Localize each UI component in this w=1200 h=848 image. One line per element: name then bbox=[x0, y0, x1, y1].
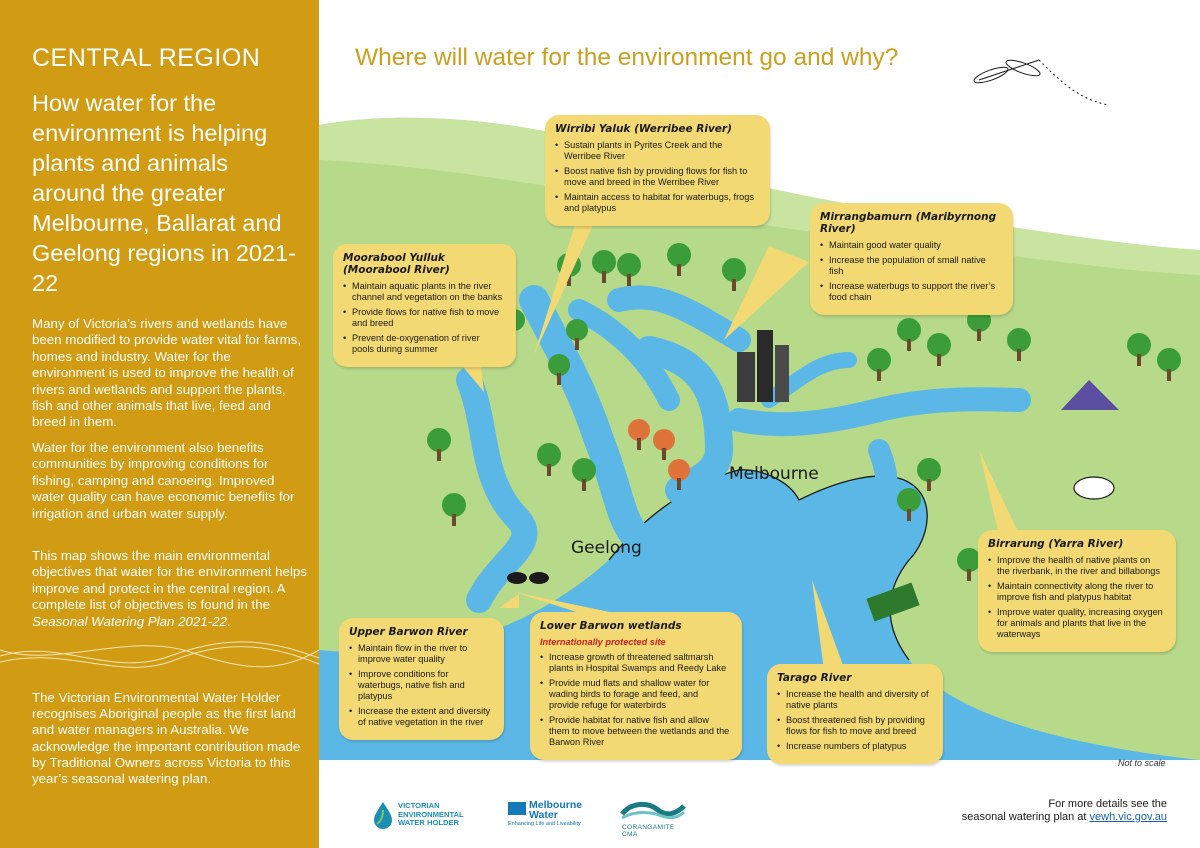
page-heading: How water for the environment is helping plants and animals around the greater Melbourne, Ballarat and Geelong regions in 2021-22 bbox=[32, 90, 296, 296]
objective-item: • Provide habitat for native fish and allow them to move between the wetlands and the Barwon River bbox=[540, 715, 730, 748]
callout-title: Upper Barwon River bbox=[349, 626, 468, 638]
footer-line-2 bbox=[962, 811, 1167, 824]
callout-title: Mirrangbamurn (Maribyrnong River) bbox=[820, 211, 997, 235]
cow bbox=[1074, 477, 1114, 499]
dragonfly-icon bbox=[972, 57, 1109, 105]
website-link[interactable]: vewh.vic.gov.au bbox=[1089, 811, 1167, 823]
melbourne-water-mark-icon bbox=[508, 802, 526, 815]
objective-item: • Improve the health of native plants on the riverbank, in the river and billabongs bbox=[988, 555, 1164, 577]
corangamite-cma-logo bbox=[618, 800, 688, 838]
objective-item: • Prevent de-oxygenation of river pools during summer bbox=[343, 333, 504, 355]
intro-paragraph-3-end: . bbox=[226, 613, 231, 629]
map-label-melbourne: Melbourne bbox=[729, 464, 819, 484]
objective-item: • Provide mud flats and shallow water for wading birds to forage and feed, and provide refuge for waterbirds bbox=[540, 678, 730, 711]
melbourne-water-logo bbox=[508, 800, 588, 830]
objective-item: • Increase the health and diversity of native plants bbox=[777, 689, 931, 711]
callout-werribee-river bbox=[545, 115, 770, 226]
objective-item: • Maintain connectivity along the river to improve fish and platypus habitat bbox=[988, 581, 1164, 603]
intro-paragraph-3-text: This map shows the main environmental objectives that water for the environment helps improve and protect in the central region. A complete list of objectives is found in the bbox=[32, 548, 307, 613]
objective-item: • Maintain aquatic plants in the river channel and vegetation on the banks bbox=[343, 281, 504, 303]
vewh-logo-text: VICTORIAN ENVIRONMENTAL WATER HOLDER bbox=[398, 801, 464, 828]
objective-item: • Maintain good water quality bbox=[820, 240, 1001, 251]
callout-title: Wirribi Yaluk (Werribee River) bbox=[555, 123, 732, 135]
callout-tarago-river bbox=[767, 664, 943, 764]
objective-item: • Increase the extent and diversity of native vegetation in the river bbox=[349, 706, 492, 728]
callout-upper-barwon-river bbox=[339, 618, 504, 740]
map-title: Where will water for the environment go and why? bbox=[355, 44, 899, 71]
callout-title: Birrarung (Yarra River) bbox=[988, 538, 1124, 550]
objective-item: • Improve water quality, increasing oxygen for animals and plants that live in the waterways bbox=[988, 607, 1164, 640]
seasonal-watering-plan-reference: Seasonal Watering Plan 2021-22 bbox=[32, 613, 227, 629]
water-drop-icon bbox=[372, 800, 394, 830]
region-title: CENTRAL REGION bbox=[32, 44, 261, 72]
intro-paragraph-3 bbox=[32, 548, 307, 630]
melbourne-water-logo-text: Melbourne Water bbox=[529, 799, 583, 821]
callout-lower-barwon-wetlands bbox=[530, 612, 742, 760]
intro-paragraph-1: Many of Victoria’s rivers and wetlands have been modified to provide water vital for farms, homes and industry. Water for the environment is used to improve the health of rivers and wetlands and support the plants, fish and other animals that live, feed and breed in them. bbox=[32, 316, 302, 430]
ccma-logo-text: CORANGAMITE CMA bbox=[622, 824, 675, 838]
objective-item: • Increase the population of small native fish bbox=[820, 255, 1001, 277]
map-label-geelong: Geelong bbox=[571, 538, 642, 558]
callout-yarra-river bbox=[978, 530, 1176, 652]
callout-maribyrnong-river bbox=[810, 203, 1013, 315]
objective-item: • Increase growth of threatened saltmarsh plants in Hospital Swamps and Reedy Lake bbox=[540, 652, 730, 674]
footer-line-1: For more details see the bbox=[1048, 798, 1167, 810]
objective-item: • Increase numbers of platypus bbox=[777, 741, 931, 752]
callout-title: Moorabool Yulluk (Moorabool River) bbox=[343, 252, 450, 276]
wave-icon bbox=[618, 800, 688, 822]
objective-item: • Sustain plants in Pyrites Creek and the Werribee River bbox=[555, 140, 758, 162]
aboriginal-acknowledgement: The Victorian Environmental Water Holder recognises Aboriginal people as the first land and water managers in Australia. We acknowledge the important contribution made by Traditional Owners across Victoria to this year’s seasonal watering plan. bbox=[32, 690, 301, 787]
objective-item: • Improve conditions for waterbugs, native fish and platypus bbox=[349, 669, 492, 702]
decorative-swirl bbox=[0, 628, 319, 688]
footer-more-details bbox=[962, 798, 1167, 824]
melbourne-water-tagline: Enhancing Life and Liveability bbox=[508, 821, 581, 827]
objective-item: • Boost threatened fish by providing flows for fish to move and breed bbox=[777, 715, 931, 737]
objective-item: • Maintain flow in the river to improve water quality bbox=[349, 643, 492, 665]
protected-site-note: Internationally protected site bbox=[540, 637, 666, 647]
callout-title: Lower Barwon wetlands bbox=[540, 620, 682, 632]
objective-item: • Boost native fish by providing flows for fish to move and breed in the Werribee River bbox=[555, 166, 758, 188]
objective-item: • Increase waterbugs to support the river’s food chain bbox=[820, 281, 1001, 303]
not-to-scale-note: Not to scale bbox=[1118, 758, 1166, 768]
objective-item: • Provide flows for native fish to move and breed bbox=[343, 307, 504, 329]
callout-title: Tarago River bbox=[777, 672, 852, 684]
intro-paragraph-2: Water for the environment also benefits communities by improving conditions for fishing, camping and canoeing. Improved water quality can have economic benefits for irrigation and urban water supply. bbox=[32, 440, 295, 521]
left-info-panel bbox=[0, 0, 319, 848]
objective-item: • Maintain access to habitat for waterbugs, frogs and platypus bbox=[555, 192, 758, 214]
vewh-logo bbox=[372, 800, 472, 834]
callout-moorabool-river bbox=[333, 244, 516, 367]
footer-line-2-text: seasonal watering plan at bbox=[961, 811, 1090, 823]
